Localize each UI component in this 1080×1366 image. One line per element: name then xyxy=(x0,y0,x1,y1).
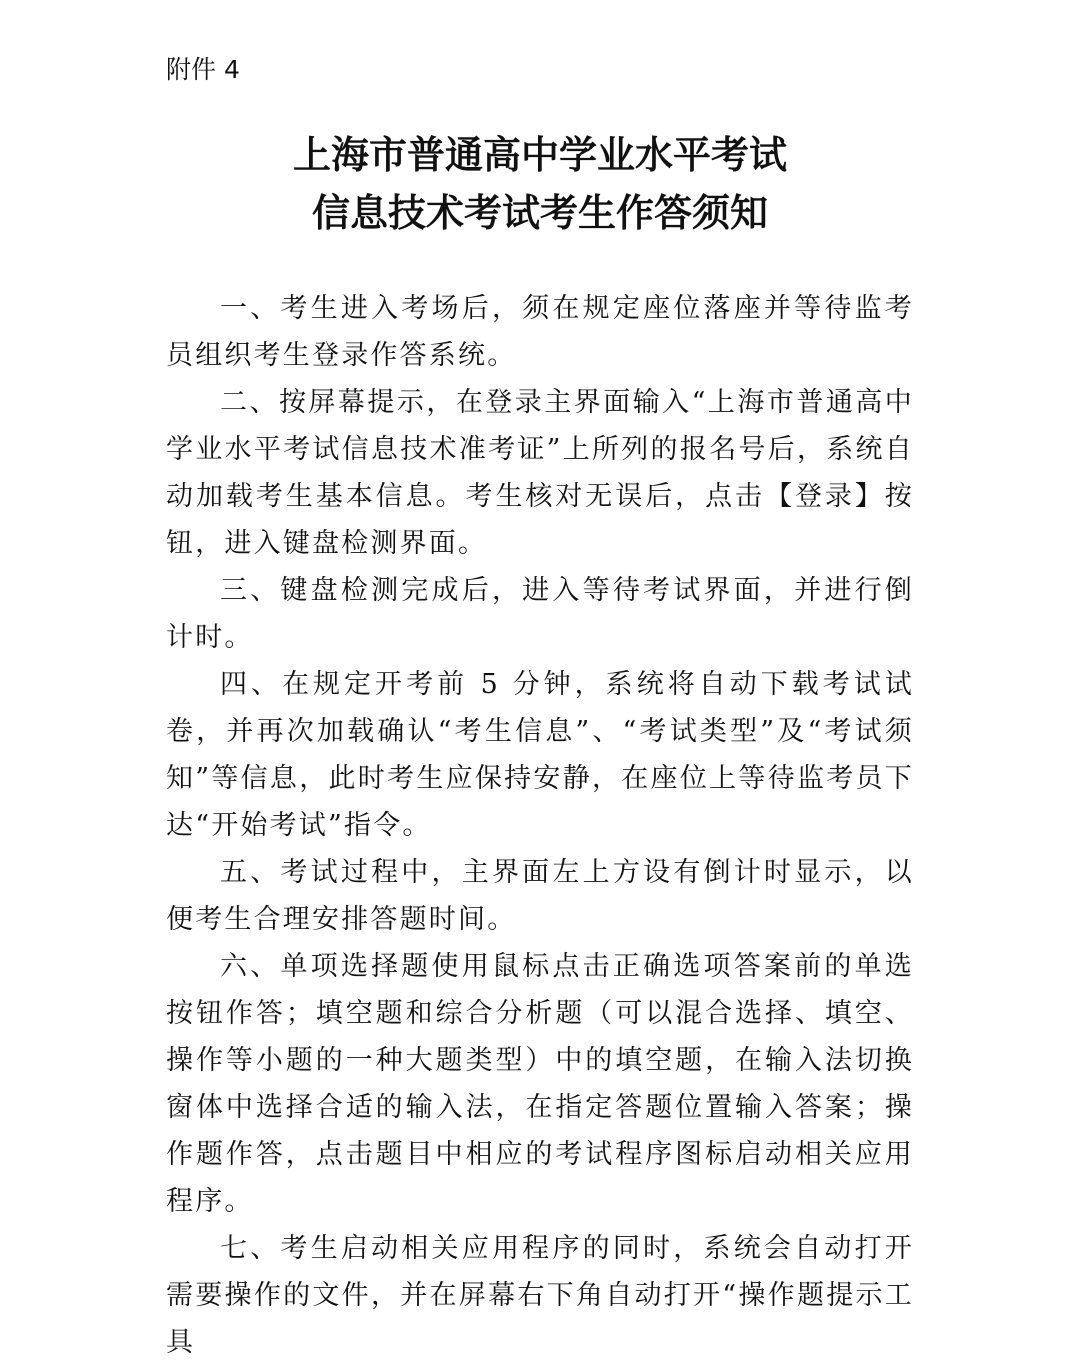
document-title xyxy=(0,126,1080,242)
paragraph-3: 三、键盘检测完成后，进入等待考试界面，并进行倒计时。 xyxy=(166,575,914,653)
attachment-label: 附件 4 xyxy=(166,55,240,84)
paragraph-4: 四、在规定开考前 5 分钟，系统将自动下载考试试卷，并再次加载确认“考生信息”、“考试类型”及“考试须知”等信息，此时考生应保持安静，在座位上等待监考员下达“开始考试”指令。 xyxy=(166,669,914,841)
paragraph-2: 二、按屏幕提示，在登录主界面输入“上海市普通高中学业水平考试信息技术准考证”上所列的报名号后，系统自动加载考生基本信息。考生核对无误后，点击【登录】按钮，进入键盘检测界面。 xyxy=(166,387,914,559)
paragraph-1: 一、考生进入考场后，须在规定座位落座并等待监考员组织考生登录作答系统。 xyxy=(166,293,914,371)
title-line-1: 上海市普通高中学业水平考试 xyxy=(292,132,787,177)
paragraph-5: 五、考试过程中，主界面左上方设有倒计时显示，以便考生合理安排答题时间。 xyxy=(166,857,914,935)
title-line-2: 信息技术考试考生作答须知 xyxy=(311,190,768,235)
paragraph-7: 七、考生启动相关应用程序的同时，系统会自动打开需要操作的文件，并在屏幕右下角自动打开“操作题提示工具 xyxy=(166,1233,914,1358)
paragraph-6: 六、单项选择题使用鼠标点击正确选项答案前的单选按钮作答；填空题和综合分析题（可以混合选择、填空、操作等小题的一种大题类型）中的填空题，在输入法切换窗体中选择合适的输入法，在指定答题位置输入答案；操作题作答，点击题目中相应的考试程序图标启动相关应用程序。 xyxy=(166,951,914,1217)
document-body xyxy=(166,285,914,1366)
